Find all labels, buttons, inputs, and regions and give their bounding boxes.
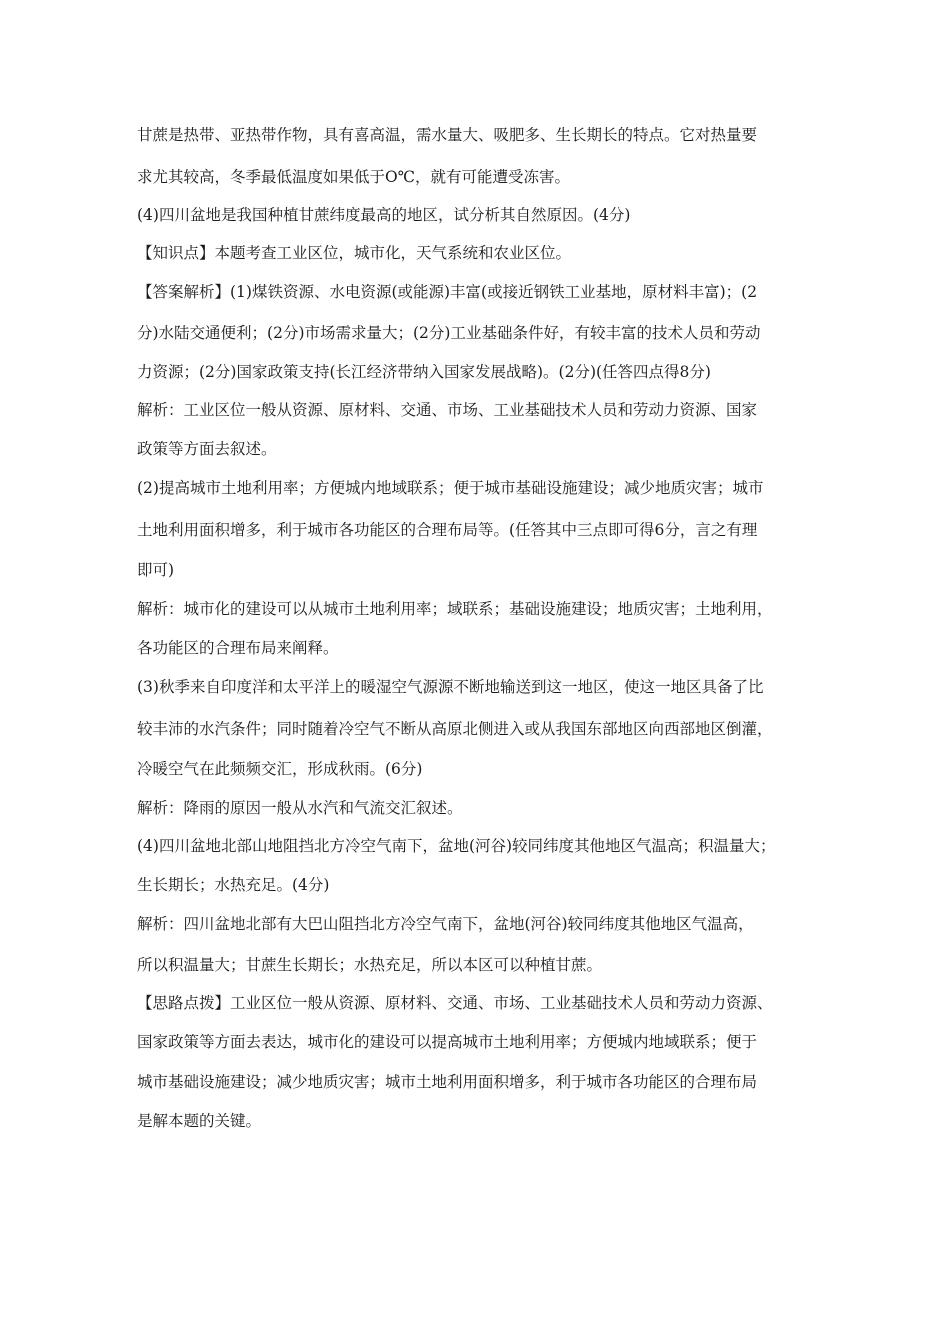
answer-4-line-1: (4)四川盆地北部山地阻挡北方冷空气南下，盆地(河谷)较同纬度其他地区气温高；积温量大； (137, 837, 776, 855)
analysis-3: 解析：降雨的原因一般从水汽和气流交汇叙述。 (137, 799, 463, 817)
approach-hint-line-4: 是解本题的关键。 (137, 1112, 262, 1130)
analysis-2-line-1: 解析：城市化的建设可以从城市土地利用率；域联系；基础设施建设；地质灾害；土地利用， (137, 600, 773, 618)
analysis-4-line-1: 解析：四川盆地北部有大巴山阻挡北方冷空气南下，盆地(河谷)较同纬度其他地区气温高， (137, 915, 754, 933)
answer-2-line-2: 土地利用面积增多，利于城市各功能区的合理布局等。(任答其中三点即可得6分，言之有理 (137, 521, 758, 539)
question-4: (4)四川盆地是我国种植甘蔗纬度最高的地区，试分析其自然原因。(4分) (137, 206, 631, 224)
text-line-1: 甘蔗是热带、亚热带作物，具有喜高温，需水量大、吸肥多、生长期长的特点。它对热量要 (137, 126, 758, 144)
knowledge-point: 【知识点】本题考查工业区位，城市化，天气系统和农业区位。 (137, 244, 572, 262)
analysis-4-line-2: 所以积温量大；甘蔗生长期长；水热充足，所以本区可以种植甘蔗。 (137, 956, 603, 974)
answer-2-line-1: (2)提高城市土地利用率；方便城内地域联系；便于城市基础设施建设；减少地质灾害；城市 (137, 479, 764, 497)
answer-4-line-2: 生长期长；水热充足。(4分) (137, 876, 330, 894)
analysis-1-line-1: 解析：工业区位一般从资源、原材料、交通、市场、工业基础技术人员和劳动力资源、国家 (137, 401, 758, 419)
approach-hint-line-1: 【思路点拨】工业区位一般从资源、原材料、交通、市场、工业基础技术人员和劳动力资源、 (137, 994, 773, 1012)
approach-hint-line-2: 国家政策等方面去表达，城市化的建设可以提高城市土地利用率；方便城内地域联系；便于 (137, 1033, 758, 1051)
answer-analysis-3: 力资源；(2分)国家政策支持(长江经济带纳入国家发展战略)。(2分)(任答四点得8分) (137, 363, 711, 381)
analysis-2-line-2: 各功能区的合理布局来阐释。 (137, 639, 339, 657)
answer-analysis-2: 分)水陆交通便利；(2分)市场需求量大；(2分)工业基础条件好，有较丰富的技术人员和劳动 (137, 324, 761, 342)
approach-hint-line-3: 城市基础设施建设；减少地质灾害；城市土地利用面积增多，利于城市各功能区的合理布局 (137, 1073, 758, 1091)
answer-3-line-3: 冷暖空气在此频频交汇，形成秋雨。(6分) (137, 760, 423, 778)
answer-analysis-1: 【答案解析】(1)煤铁资源、水电资源(或能源)丰富(或接近钢铁工业基地，原材料丰富)；(2 (137, 283, 758, 301)
analysis-1-line-2: 政策等方面去叙述。 (137, 440, 277, 458)
answer-3-line-1: (3)秋季来自印度洋和太平洋上的暖湿空气源源不断地输送到这一地区，使这一地区具备了比 (137, 678, 764, 696)
answer-2-line-3: 即可) (137, 561, 175, 579)
answer-3-line-2: 较丰沛的水汽条件；同时随着冷空气不断从高原北侧进入或从我国东部地区向西部地区倒灌， (137, 720, 773, 738)
text-line-2: 求尤其较高，冬季最低温度如果低于O℃，就有可能遭受冻害。 (137, 168, 571, 186)
